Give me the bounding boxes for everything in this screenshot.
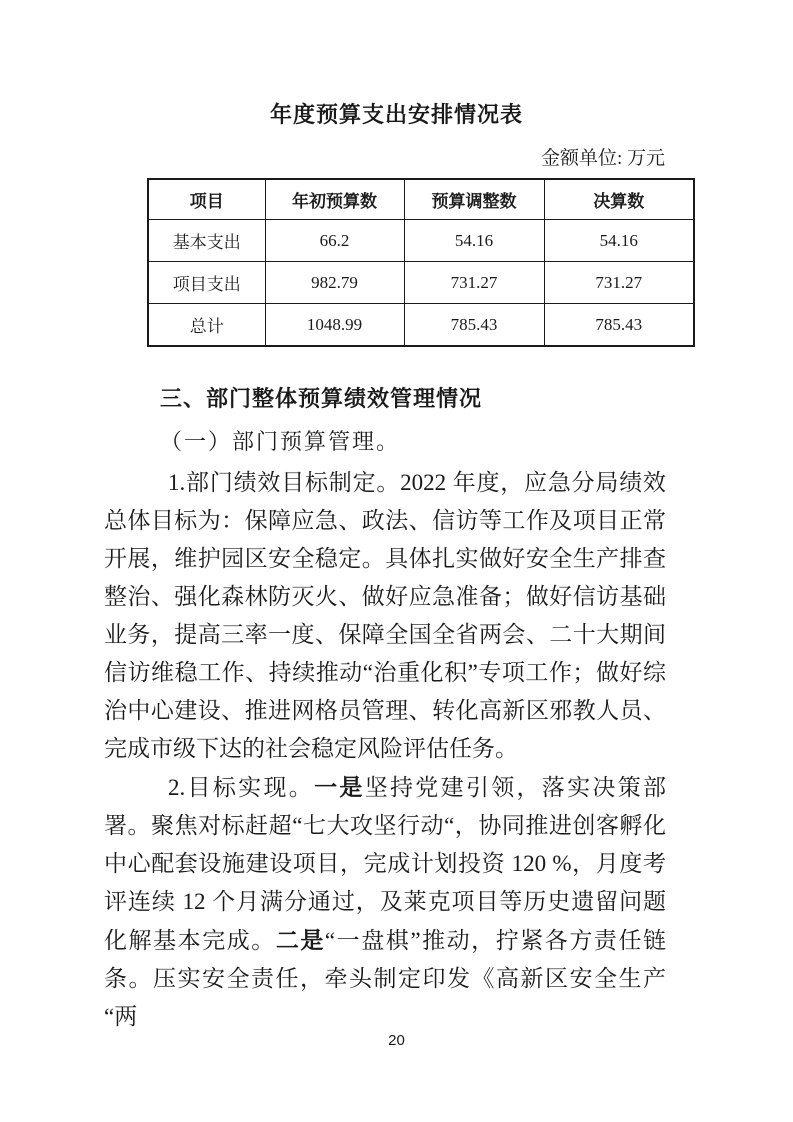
row-label: 总计 xyxy=(148,304,265,347)
table-row-basic-expenditure xyxy=(148,220,694,262)
col-header-final-accounts: 决算数 xyxy=(544,179,694,220)
table-cell: 785.43 xyxy=(404,304,544,347)
col-header-initial-budget: 年初预算数 xyxy=(265,179,404,220)
table-row-project-expenditure xyxy=(148,262,694,304)
subsection-heading: （一）部门预算管理。 xyxy=(160,429,401,454)
table-cell: 1048.99 xyxy=(265,304,404,347)
col-header-adjusted-budget: 预算调整数 xyxy=(404,179,544,220)
amount-unit-label: 金额单位: 万元 xyxy=(540,148,665,169)
table-cell: 54.16 xyxy=(404,220,544,262)
emphasis-run: 一是 xyxy=(314,774,365,800)
section-heading: 三、部门整体预算绩效管理情况 xyxy=(160,386,483,411)
text-run: 2.目标实现。 xyxy=(168,775,315,800)
text-run: “一盘棋”推动，拧紧各方责任链条。压实安全责任，牵头制定印发《高新区安全生产“两 xyxy=(104,928,666,1029)
document-body xyxy=(104,385,666,1036)
table-cell: 731.27 xyxy=(544,262,694,304)
emphasis-run: 二是 xyxy=(275,927,325,953)
table-cell: 982.79 xyxy=(265,262,404,304)
paragraph-goal-setting: 1.部门绩效目标制定。2022 年度，应急分局绩效总体目标为：保障应急、政法、信访等工作及项目正常开展，维护园区安全稳定。具体扎实做好安全生产排查整治、强化森林防灭火、做好应急准备；做好信访基础业务，提高三率一度、保障全国全省两会、二十大期间信访维稳工作、持续推动“治重化积”专项工作；做好综治中心建设、推进网格员管理、转化高新区邪教人员、完成市级下达的社会稳定风险评估任务。 xyxy=(104,470,666,761)
table-row-total xyxy=(148,304,694,347)
paragraph-goal-achievement xyxy=(104,768,666,1036)
budget-expenditure-table xyxy=(147,178,695,347)
table-header-row xyxy=(148,179,694,220)
table-cell: 66.2 xyxy=(265,220,404,262)
row-label: 基本支出 xyxy=(148,220,265,262)
table-cell: 54.16 xyxy=(544,220,694,262)
budget-table-title: 年度预算支出安排情况表 xyxy=(269,102,523,127)
row-label: 项目支出 xyxy=(148,262,265,304)
page-number: 20 xyxy=(388,1032,405,1049)
text-run: 坚持党建引领，落实决策部署。聚焦对标赶超“七大攻坚行动“，协同推进创客孵化中心配套设施建设项目，完成计划投资 120 %，月度考评连续 12 个月满分通过，及莱克项目等历史遗留问题化解基本完成。 xyxy=(104,775,667,953)
table-cell: 785.43 xyxy=(544,304,694,347)
table-cell: 731.27 xyxy=(404,262,544,304)
col-header-item: 项目 xyxy=(148,179,265,220)
